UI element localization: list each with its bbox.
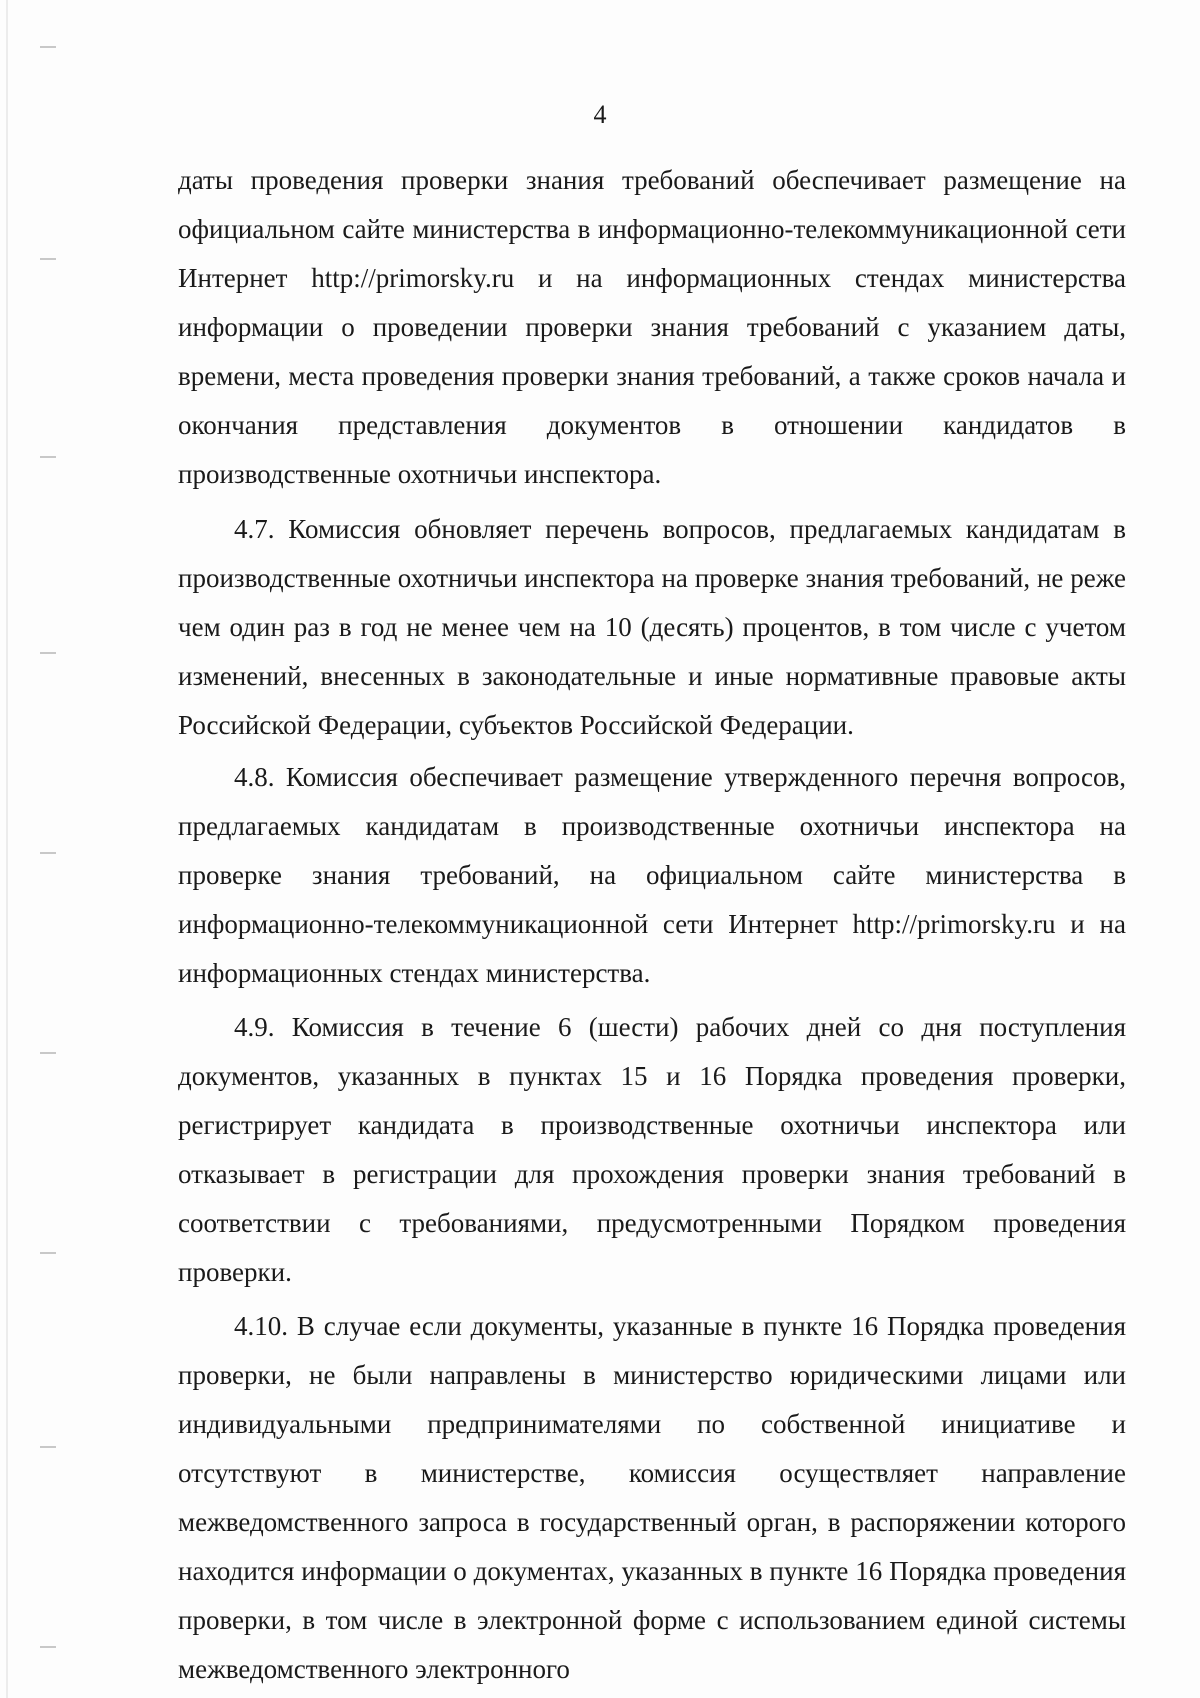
paragraph-4-10 xyxy=(178,1302,1126,1694)
paragraph-4-8 xyxy=(178,753,1126,998)
paragraph-text: 4.9. Комиссия в течение 6 (шести) рабочих дней со дня поступления документов, указанных в пунктах 15 и 16 Порядка проведения проверки, регистрирует кандидата в производственные охотничьи инспектора или отказывает в регистрации для прохождения проверки знания требований в соответствии с требованиями, предусмотренными Порядком проведения проверки. xyxy=(178,1012,1126,1287)
scan-mark xyxy=(40,46,56,48)
paragraph-text: 4.7. Комиссия обновляет перечень вопросов, предлагаемых кандидатам в производственные охотничьи инспектора на проверке знания требований, не реже чем один раз в год не менее чем на 10 (десять) процентов, в том числе с учетом изменений, внесенных в законодательные и иные нормативные правовые акты Российской Федерации, субъектов Российской Федерации. xyxy=(178,514,1126,740)
paragraph-continuation xyxy=(178,156,1126,499)
paragraph-4-9 xyxy=(178,1003,1126,1297)
paragraph-text: 4.10. В случае если документы, указанные в пункте 16 Порядка проведения проверки, не были направлены в министерство юридическими лицами или индивидуальными предпринимателями по собственной инициативе и отсутствуют в министерстве, комиссия осуществляет направление межведомственного запроса в государственный орган, в распоряжении которого находится информации о документах, указанных в пункте 16 Порядка проведения проверки, в том числе в электронной форме с использованием единой системы межведомственного электронного xyxy=(178,1311,1126,1684)
paragraph-text: 4.8. Комиссия обеспечивает размещение утвержденного перечня вопросов, предлагаемых кандидатам в производственные охотничьи инспектора на проверке знания требований, на официальном сайте министерства в информационно-телекоммуникационной сети Интернет http://primorsky.ru и на информационных стендах министерства. xyxy=(178,762,1126,988)
scan-mark xyxy=(40,456,56,458)
scan-mark xyxy=(40,1252,56,1254)
scan-mark xyxy=(40,258,56,260)
scan-mark xyxy=(40,1052,56,1054)
page-number: 4 xyxy=(593,100,607,129)
scan-mark xyxy=(40,1646,56,1648)
scan-mark xyxy=(40,852,56,854)
scan-mark xyxy=(40,652,56,654)
scan-mark xyxy=(40,1446,56,1448)
paragraph-text: даты проведения проверки знания требований обеспечивает размещение на официальном сайте министерства в информационно-телекоммуникационной сети Интернет http://primorsky.ru и на информационных стендах министерства информации о проведении проверки знания требований с указанием даты, времени, места проведения проверки знания требований, а также сроков начала и окончания представления документов в отношении кандидатов в производственные охотничьи инспектора. xyxy=(178,165,1126,489)
scan-edge xyxy=(6,0,8,1698)
paragraph-4-7 xyxy=(178,505,1126,750)
